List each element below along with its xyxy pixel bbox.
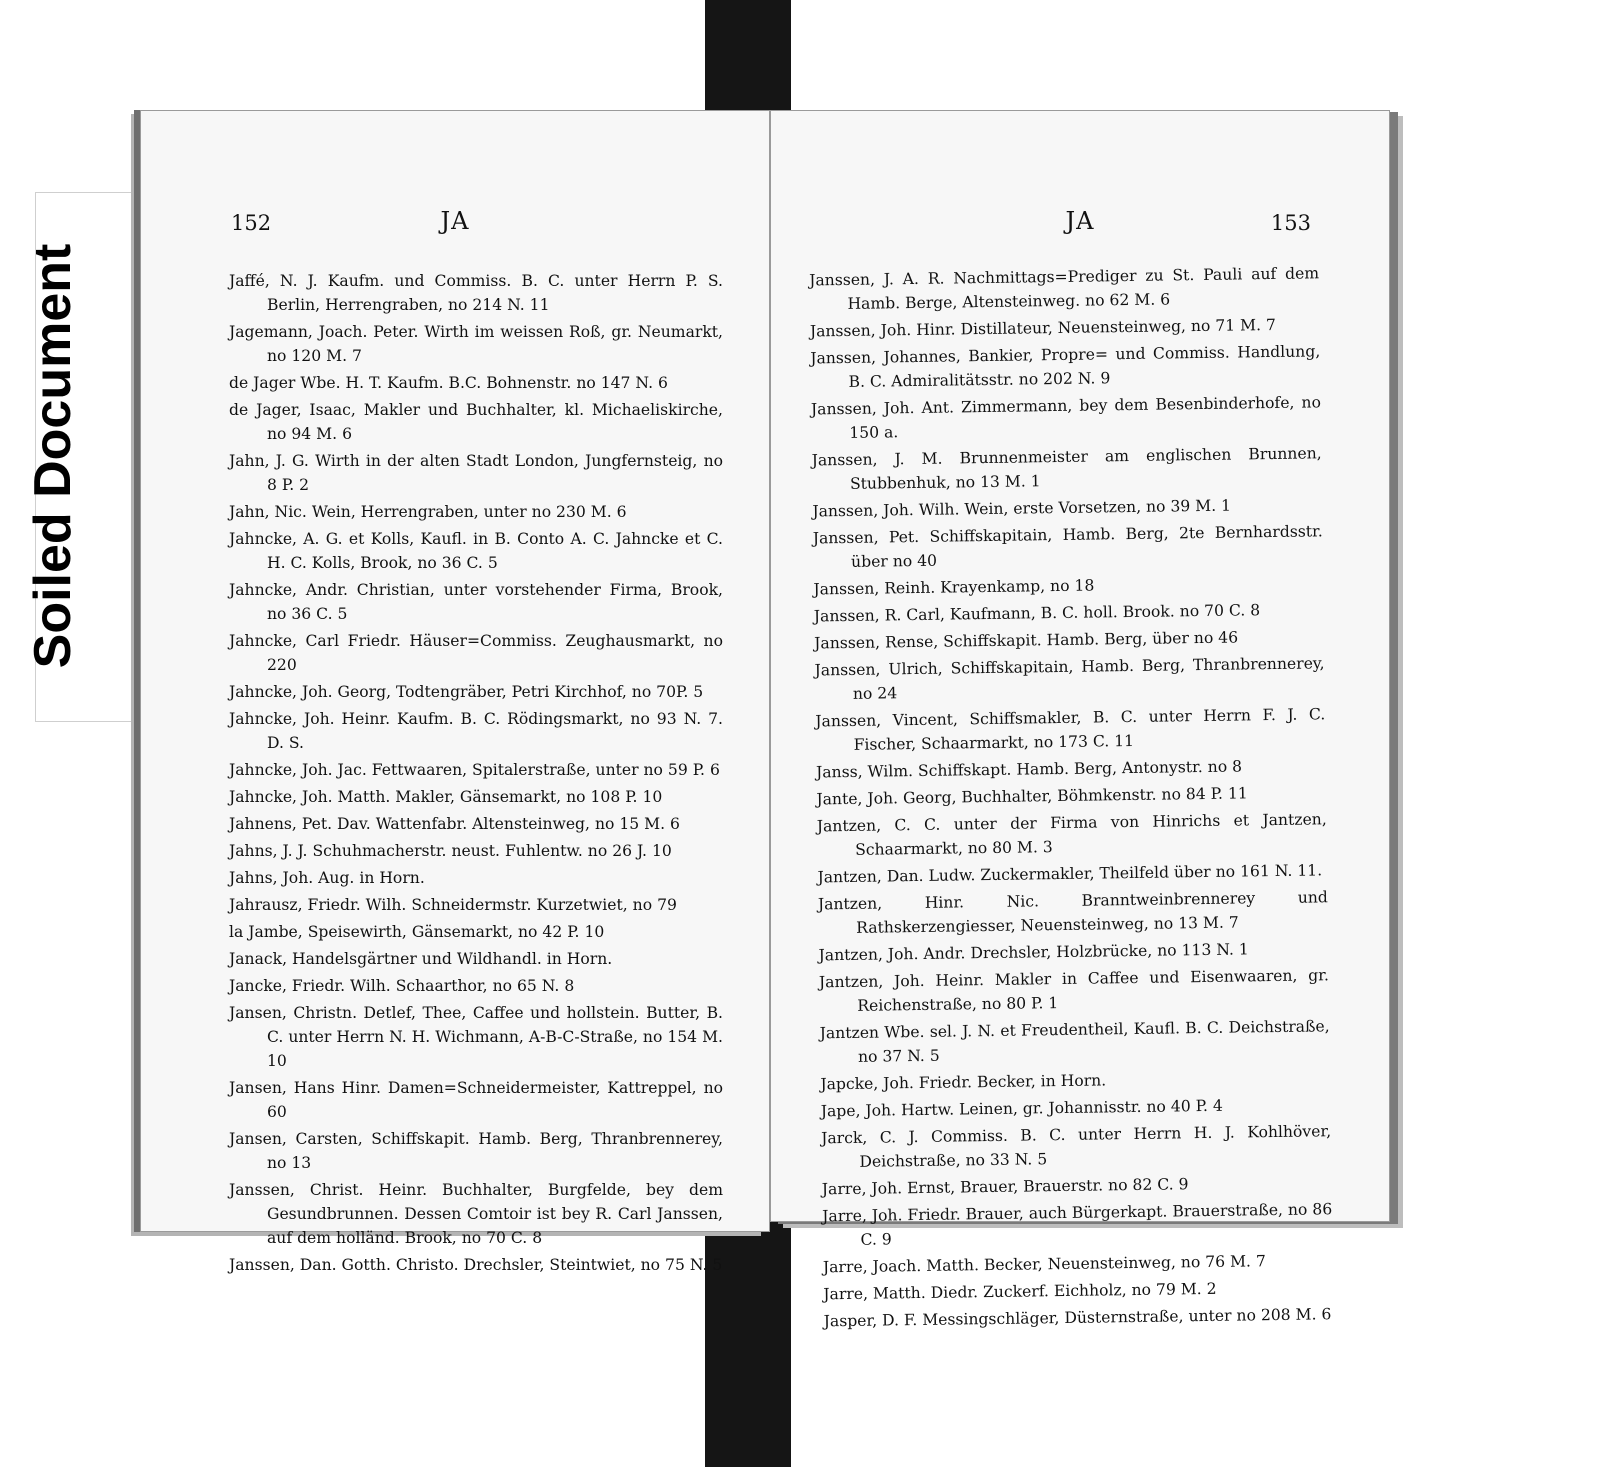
directory-entry: Jahncke, Joh. Jac. Fettwaaren, Spitalerstraße, unter no 59 P. 6 bbox=[229, 761, 720, 779]
right-page bbox=[770, 110, 1390, 1331]
left-page-header bbox=[141, 207, 769, 247]
directory-entry: Jantzen, C. C. unter der Firma von Hinrichs et Jantzen, Schaarmarkt, no 80 M. 3 bbox=[816, 810, 1327, 859]
directory-entry: Jantzen, Hinr. Nic. Branntweinbrennerey und Rathskerzengiesser, Neuensteinweg, no 13 M. 7 bbox=[817, 888, 1328, 937]
directory-entry: Jahns, Joh. Aug. in Horn. bbox=[229, 869, 425, 887]
directory-entry: Janssen, Dan. Gotth. Christo. Drechsler, Steintwiet, no 75 N. 5 bbox=[229, 1256, 723, 1274]
directory-entry: Jahncke, A. G. et Kolls, Kaufl. in B. Conto A. C. Jahncke et C. H. C. Kolls, Brook, no 36 C. 5 bbox=[229, 530, 723, 572]
directory-entry: Janssen, J. M. Brunnenmeister am englischen Brunnen, Stubbenhuk, no 13 M. 1 bbox=[811, 444, 1322, 493]
directory-entry: Janssen, Johannes, Bankier, Propre= und Commiss. Handlung, B. C. Admiralitätsstr. no 202 N. 9 bbox=[810, 342, 1321, 391]
directory-entry: Jarre, Joh. Friedr. Brauer, auch Bürgerkapt. Brauerstraße, no 86 C. 9 bbox=[822, 1200, 1333, 1249]
right-page-header bbox=[771, 207, 1389, 247]
directory-entry: Jahn, J. G. Wirth in der alten Stadt London, Jungfernsteig, no 8 P. 2 bbox=[229, 452, 723, 494]
binding-strap-top bbox=[705, 0, 791, 116]
directory-entry: Janssen, Joh. Ant. Zimmermann, bey dem Besenbinderhofe, no 150 a. bbox=[810, 393, 1322, 442]
directory-entry: Jape, Joh. Hartw. Leinen, gr. Johannisstr. no 40 P. 4 bbox=[820, 1096, 1223, 1121]
directory-entry: Janssen, Christ. Heinr. Buchhalter, Burgfelde, bey dem Gesundbrunnen. Dessen Comtoir ist bey R. Carl Janssen, auf dem holländ. Brook, no 70 C. 8 bbox=[229, 1181, 723, 1247]
directory-entry: Jahn, Nic. Wein, Herrengraben, unter no 230 M. 6 bbox=[229, 503, 627, 521]
directory-entry: Jancke, Friedr. Wilh. Schaarthor, no 65 N. 8 bbox=[229, 977, 575, 995]
directory-entry: Jahns, J. J. Schuhmacherstr. neust. Fuhlentw. no 26 J. 10 bbox=[229, 842, 672, 860]
directory-entry: Janssen, J. A. R. Nachmittags=Prediger zu St. Pauli auf dem Hamb. Berge, Altensteinweg. no 62 M. 6 bbox=[809, 264, 1320, 313]
directory-entry: Jahnens, Pet. Dav. Wattenfabr. Altensteinweg, no 15 M. 6 bbox=[229, 815, 680, 833]
directory-entry: Janack, Handelsgärtner und Wildhandl. in Horn. bbox=[229, 950, 613, 968]
directory-entry: Jarre, Matth. Diedr. Zuckerf. Eichholz, no 79 M. 2 bbox=[823, 1279, 1217, 1304]
directory-entry: Japcke, Joh. Friedr. Becker, in Horn. bbox=[820, 1071, 1107, 1094]
right-entry-list bbox=[771, 260, 1404, 1334]
directory-entry: Jahncke, Joh. Georg, Todtengräber, Petri Kirchhof, no 70P. 5 bbox=[229, 683, 704, 701]
directory-entry: Janssen, Joh. Hinr. Distillateur, Neuensteinweg, no 71 M. 7 bbox=[809, 315, 1277, 341]
directory-entry: Jantzen Wbe. sel. J. N. et Freudentheil, Kaufl. B. C. Deichstraße, no 37 N. 5 bbox=[819, 1017, 1330, 1066]
directory-entry: Janss, Wilm. Schiffskapt. Hamb. Berg, Antonystr. no 8 bbox=[815, 757, 1243, 782]
directory-entry: Janssen, Reinh. Krayenkamp, no 18 bbox=[813, 576, 1095, 599]
directory-entry: Janssen, Pet. Schiffskapitain, Hamb. Berg, 2te Bernhardsstr. über no 40 bbox=[812, 522, 1323, 571]
directory-entry: Jahrausz, Friedr. Wilh. Schneidermstr. Kurzetwiet, no 79 bbox=[229, 896, 677, 914]
directory-entry: Janssen, R. Carl, Kaufmann, B. C. holl. Brook. no 70 C. 8 bbox=[813, 601, 1261, 626]
directory-entry: de Jager Wbe. H. T. Kaufm. B.C. Bohnenstr. no 147 N. 6 bbox=[229, 374, 668, 392]
directory-entry: Janssen, Ulrich, Schiffskapitain, Hamb. Berg, Thranbrennerey, no 24 bbox=[814, 654, 1325, 703]
directory-entry: Jahncke, Carl Friedr. Häuser=Commiss. Zeughausmarkt, no 220 bbox=[229, 632, 723, 674]
directory-entry: Jahncke, Joh. Matth. Makler, Gänsemarkt, no 108 P. 10 bbox=[229, 788, 663, 806]
directory-entry: Jantzen, Joh. Heinr. Makler in Caffee und Eisenwaaren, gr. Reichenstraße, no 80 P. 1 bbox=[818, 966, 1330, 1015]
directory-entry: Jantzen, Dan. Ludw. Zuckermakler, Theilfeld über no 161 N. 11. bbox=[817, 861, 1323, 887]
directory-entry: la Jambe, Speisewirth, Gänsemarkt, no 42 P. 10 bbox=[229, 923, 605, 941]
directory-entry: Janssen, Vincent, Schiffsmakler, B. C. unter Herrn F. J. C. Fischer, Schaarmarkt, no 173 C. 11 bbox=[815, 705, 1326, 754]
directory-entry: Jansen, Christn. Detlef, Thee, Caffee und hollstein. Butter, B. C. unter Herrn N. H. Wichmann, A-B-C-Straße, no 154 M. 10 bbox=[229, 1004, 723, 1070]
directory-entry: Jagemann, Joach. Peter. Wirth im weissen Roß, gr. Neumarkt, no 120 M. 7 bbox=[229, 323, 723, 365]
directory-entry: Jarre, Joach. Matth. Becker, Neuensteinweg, no 76 M. 7 bbox=[822, 1252, 1266, 1277]
directory-entry: Jasper, D. F. Messingschläger, Düsternstraße, unter no 208 M. 6 bbox=[823, 1305, 1332, 1331]
left-page bbox=[140, 110, 770, 1274]
directory-entry: Jaffé, N. J. Kaufm. und Commiss. B. C. unter Herrn P. S. Berlin, Herrengraben, no 214 N. 11 bbox=[229, 272, 723, 314]
directory-entry: Jantzen, Joh. Andr. Drechsler, Holzbrücke, no 113 N. 1 bbox=[818, 940, 1249, 965]
right-page-title: JA bbox=[1065, 207, 1095, 235]
left-entry-list bbox=[141, 269, 769, 1277]
directory-entry: Jarck, C. J. Commiss. B. C. unter Herrn H. J. Kohlhöver, Deichstraße, no 33 N. 5 bbox=[821, 1122, 1332, 1171]
directory-entry: Jahncke, Joh. Heinr. Kaufm. B. C. Rödingsmarkt, no 93 N. 7. D. S. bbox=[229, 710, 723, 752]
directory-entry: Jahncke, Andr. Christian, unter vorstehender Firma, Brook, no 36 C. 5 bbox=[229, 581, 723, 623]
soiled-document-text: Soiled Document bbox=[24, 243, 82, 669]
left-page-title: JA bbox=[440, 207, 470, 235]
directory-entry: Jante, Joh. Georg, Buchhalter, Böhmkenstr. no 84 P. 11 bbox=[816, 784, 1248, 809]
left-page-number: 152 bbox=[231, 211, 272, 235]
right-page-number: 153 bbox=[1270, 211, 1311, 235]
directory-entry: de Jager, Isaac, Makler und Buchhalter, kl. Michaeliskirche, no 94 M. 6 bbox=[229, 401, 723, 443]
directory-entry: Jansen, Hans Hinr. Damen=Schneidermeister, Kattreppel, no 60 bbox=[229, 1079, 723, 1121]
directory-entry: Jansen, Carsten, Schiffskapit. Hamb. Berg, Thranbrennerey, no 13 bbox=[229, 1130, 723, 1172]
directory-entry: Jarre, Joh. Ernst, Brauer, Brauerstr. no 82 C. 9 bbox=[821, 1175, 1189, 1199]
directory-entry: Janssen, Rense, Schiffskapit. Hamb. Berg, über no 46 bbox=[814, 628, 1239, 653]
directory-entry: Janssen, Joh. Wilh. Wein, erste Vorsetzen, no 39 M. 1 bbox=[812, 496, 1232, 521]
